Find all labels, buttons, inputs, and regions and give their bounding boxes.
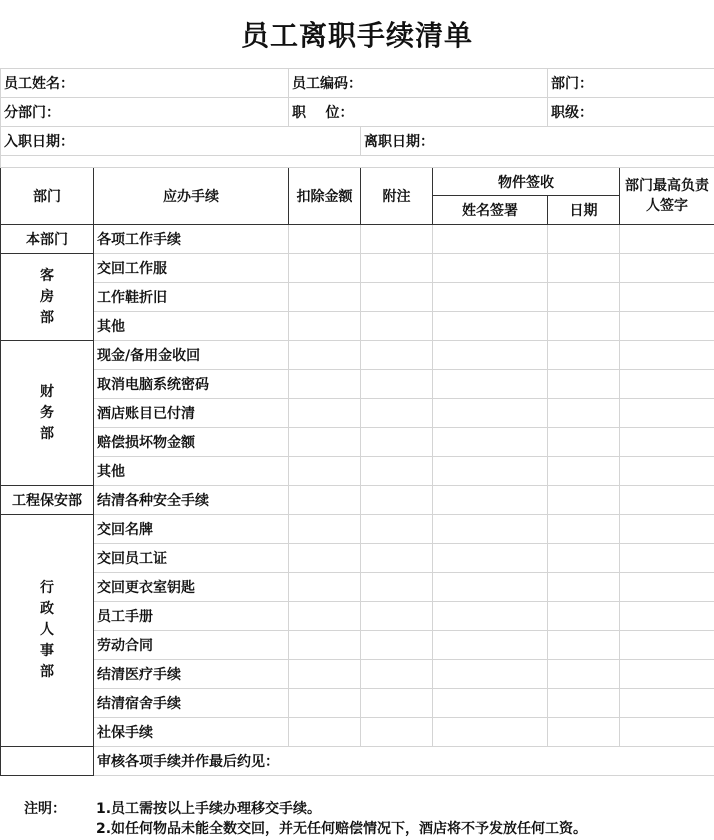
signature-cell[interactable] (433, 341, 548, 370)
date-cell[interactable] (548, 602, 620, 631)
section-department-label: 客房部 (40, 267, 54, 326)
head-signature-cell[interactable] (620, 399, 714, 428)
table-row (1, 689, 714, 718)
header-row-1 (1, 168, 714, 196)
deduction-cell[interactable] (289, 457, 361, 486)
deduction-cell[interactable] (289, 573, 361, 602)
section-department-label: 行政人事部 (40, 580, 54, 680)
head-signature-cell[interactable] (620, 457, 714, 486)
date-cell[interactable] (548, 428, 620, 457)
date-cell[interactable] (548, 544, 620, 573)
signature-cell[interactable] (433, 544, 548, 573)
date-cell[interactable] (548, 631, 620, 660)
note-line-1: 1.员工需按以上手续办理移交手续。 (96, 801, 322, 817)
sub-department-label: 分部门： (4, 105, 60, 121)
procedure-item: 取消电脑系统密码 (94, 370, 289, 399)
signature-cell[interactable] (433, 660, 548, 689)
header-head-signature: 部门最高负责人签字 (620, 168, 714, 225)
note-cell[interactable] (361, 428, 433, 457)
table-row (1, 283, 714, 312)
section-department-cell (1, 486, 94, 515)
note-cell[interactable] (361, 283, 433, 312)
info-row-2 (1, 98, 714, 127)
head-signature-cell[interactable] (620, 631, 714, 660)
procedure-item: 其他 (94, 312, 289, 341)
date-cell[interactable] (548, 689, 620, 718)
signature-cell[interactable] (433, 428, 548, 457)
deduction-cell[interactable] (289, 486, 361, 515)
date-cell[interactable] (548, 718, 620, 747)
table-row (1, 544, 714, 573)
signature-cell[interactable] (433, 573, 548, 602)
head-signature-cell[interactable] (620, 370, 714, 399)
note-cell[interactable] (361, 544, 433, 573)
signature-cell[interactable] (433, 631, 548, 660)
head-signature-cell[interactable] (620, 689, 714, 718)
note-cell[interactable] (361, 602, 433, 631)
info-row-1 (1, 69, 714, 98)
employee-code-label: 员工编码： (292, 76, 362, 92)
department-field[interactable] (548, 69, 714, 98)
procedure-item: 交回名牌 (94, 515, 289, 544)
date-cell[interactable] (548, 341, 620, 370)
procedure-item: 其他 (94, 457, 289, 486)
procedure-item: 各项工作手续 (94, 225, 289, 254)
procedure-item: 工作鞋折旧 (94, 283, 289, 312)
note-cell[interactable] (361, 486, 433, 515)
header-deduction: 扣除金额 (289, 168, 361, 225)
table-row (1, 718, 714, 747)
procedure-item: 结清医疗手续 (94, 660, 289, 689)
employee-code-field[interactable] (289, 69, 548, 98)
department-label: 部门： (551, 76, 594, 92)
deduction-cell[interactable] (289, 283, 361, 312)
deduction-cell[interactable] (289, 660, 361, 689)
table-row (1, 399, 714, 428)
procedure-item: 交回更衣室钥匙 (94, 573, 289, 602)
date-cell[interactable] (548, 573, 620, 602)
deduction-cell[interactable] (289, 544, 361, 573)
note-cell[interactable] (361, 341, 433, 370)
deduction-cell[interactable] (289, 689, 361, 718)
leave-date-field[interactable] (361, 127, 714, 156)
final-review-label[interactable]: 审核各项手续并作最后约见： (94, 747, 714, 776)
section-department-cell (1, 515, 94, 747)
head-signature-cell[interactable] (620, 254, 714, 283)
leave-date-label: 离职日期： (364, 134, 434, 150)
note-cell[interactable] (361, 312, 433, 341)
position-field[interactable] (289, 98, 548, 127)
deduction-cell[interactable] (289, 602, 361, 631)
section-department-cell (1, 225, 94, 254)
date-cell[interactable] (548, 283, 620, 312)
final-review-dept-cell (1, 747, 94, 776)
procedure-item: 酒店账目已付清 (94, 399, 289, 428)
header-procedure: 应办手续 (94, 168, 289, 225)
date-cell[interactable] (548, 457, 620, 486)
table-row (1, 602, 714, 631)
signature-cell[interactable] (433, 312, 548, 341)
head-signature-cell[interactable] (620, 428, 714, 457)
procedure-item: 社保手续 (94, 718, 289, 747)
date-cell[interactable] (548, 399, 620, 428)
date-cell[interactable] (548, 370, 620, 399)
position-label: 职 位： (292, 105, 354, 121)
date-cell[interactable] (548, 515, 620, 544)
form-title: 员工离职手续清单 (240, 19, 473, 52)
note-cell[interactable] (361, 457, 433, 486)
employee-name-label: 员工姓名： (4, 76, 74, 92)
join-date-label: 入职日期： (4, 134, 74, 150)
signature-cell[interactable] (433, 254, 548, 283)
section-department-cell (1, 341, 94, 486)
date-cell[interactable] (548, 254, 620, 283)
head-signature-cell[interactable] (620, 312, 714, 341)
deduction-cell[interactable] (289, 718, 361, 747)
spacer-row (1, 156, 714, 168)
signature-cell[interactable] (433, 283, 548, 312)
deduction-cell[interactable] (289, 515, 361, 544)
job-level-field[interactable] (548, 98, 714, 127)
header-item-receipt: 物件签收 (433, 168, 620, 196)
date-cell[interactable] (548, 312, 620, 341)
section-department-label: 工程保安部 (12, 493, 82, 509)
table-row (1, 341, 714, 370)
signature-cell[interactable] (433, 370, 548, 399)
signature-cell[interactable] (433, 718, 548, 747)
deduction-cell[interactable] (289, 312, 361, 341)
note-cell[interactable] (361, 254, 433, 283)
procedure-item: 交回员工证 (94, 544, 289, 573)
final-review-row (1, 747, 714, 776)
head-signature-cell[interactable] (620, 486, 714, 515)
section-department-label: 财务部 (40, 383, 54, 442)
header-department: 部门 (1, 168, 94, 225)
note-cell[interactable] (361, 515, 433, 544)
head-signature-cell[interactable] (620, 718, 714, 747)
date-cell[interactable] (548, 660, 620, 689)
signature-cell[interactable] (433, 399, 548, 428)
head-signature-cell[interactable] (620, 602, 714, 631)
procedure-item: 结清宿舍手续 (94, 689, 289, 718)
deduction-cell[interactable] (289, 341, 361, 370)
procedure-item: 赔偿损坏物金额 (94, 428, 289, 457)
head-signature-cell[interactable] (620, 225, 714, 254)
head-signature-cell[interactable] (620, 283, 714, 312)
resignation-checklist-table (0, 68, 714, 776)
job-level-label: 职级： (551, 105, 594, 121)
procedure-item: 员工手册 (94, 602, 289, 631)
section-department-cell (1, 254, 94, 341)
procedure-item: 交回工作服 (94, 254, 289, 283)
signature-cell[interactable] (433, 602, 548, 631)
procedure-item: 结清各种安全手续 (94, 486, 289, 515)
header-note: 附注 (361, 168, 433, 225)
info-row-3 (1, 127, 714, 156)
notes-label: 注明： (24, 801, 66, 817)
note-cell[interactable] (361, 631, 433, 660)
table-row (1, 370, 714, 399)
spacer-cell (1, 156, 714, 168)
table-row (1, 254, 714, 283)
note-cell[interactable] (361, 370, 433, 399)
note-cell[interactable] (361, 689, 433, 718)
signature-cell[interactable] (433, 486, 548, 515)
section-department-label: 本部门 (26, 232, 68, 248)
table-row (1, 486, 714, 515)
head-signature-cell[interactable] (620, 515, 714, 544)
signature-cell[interactable] (433, 225, 548, 254)
deduction-cell[interactable] (289, 428, 361, 457)
deduction-cell[interactable] (289, 225, 361, 254)
deduction-cell[interactable] (289, 254, 361, 283)
header-name-signature: 姓名签署 (433, 196, 548, 225)
note-line-2: 2.如任何物品未能全数交回，并无任何赔偿情况下，酒店将不予发放任何工资。 (96, 821, 588, 837)
header-date: 日期 (548, 196, 620, 225)
table-row (1, 660, 714, 689)
table-row (1, 428, 714, 457)
procedure-item: 劳动合同 (94, 631, 289, 660)
procedure-item: 现金/备用金收回 (94, 341, 289, 370)
head-signature-cell[interactable] (620, 660, 714, 689)
table-row (1, 312, 714, 341)
join-date-field[interactable] (1, 127, 361, 156)
employee-name-field[interactable] (1, 69, 289, 98)
deduction-cell[interactable] (289, 631, 361, 660)
sub-department-field[interactable] (1, 98, 289, 127)
head-signature-cell[interactable] (620, 573, 714, 602)
note-cell[interactable] (361, 573, 433, 602)
date-cell[interactable] (548, 486, 620, 515)
table-row (1, 457, 714, 486)
note-cell[interactable] (361, 660, 433, 689)
deduction-cell[interactable] (289, 399, 361, 428)
note-cell[interactable] (361, 399, 433, 428)
table-row (1, 631, 714, 660)
table-row (1, 225, 714, 254)
head-signature-cell[interactable] (620, 544, 714, 573)
table-row (1, 573, 714, 602)
signature-cell[interactable] (433, 515, 548, 544)
table-row (1, 515, 714, 544)
note-cell[interactable] (361, 718, 433, 747)
head-signature-cell[interactable] (620, 341, 714, 370)
note-cell[interactable] (361, 225, 433, 254)
deduction-cell[interactable] (289, 370, 361, 399)
signature-cell[interactable] (433, 689, 548, 718)
signature-cell[interactable] (433, 457, 548, 486)
date-cell[interactable] (548, 225, 620, 254)
